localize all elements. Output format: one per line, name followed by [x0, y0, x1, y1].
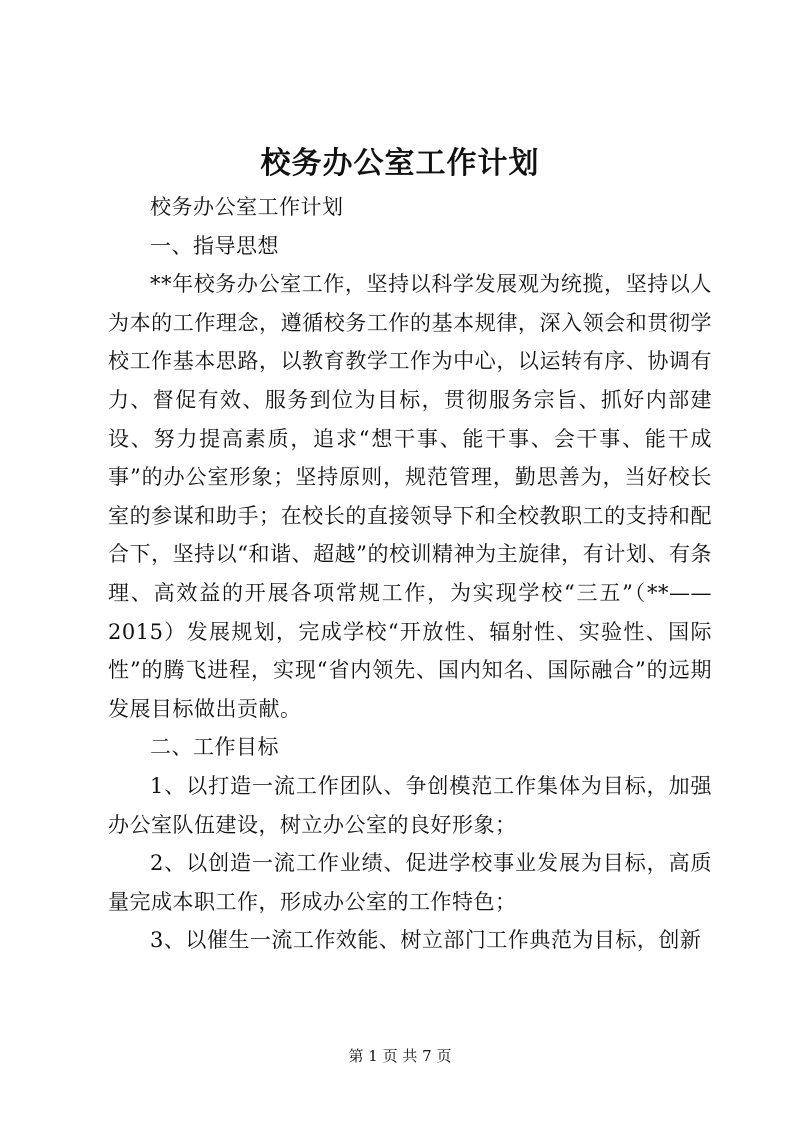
paragraph-goal-1: 1、以打造一流工作团队、争创模范工作集体为目标，加强办公室队伍建设，树立办公室的良好形象； — [108, 773, 712, 837]
paragraph-goal-2: 2、以创造一流工作业绩、促进学校事业发展为目标，高质量完成本职工作，形成办公室的工作特色； — [108, 851, 712, 914]
heading-guiding-ideology: 一、指导思想 — [150, 233, 279, 258]
page-number: 第 1 页 共 7 页 — [348, 1047, 452, 1065]
paragraph-guiding-ideology: **年校务办公室工作，坚持以科学发展观为统揽，坚持以人为本的工作理念，遵循校务工作的基本规律，深入领会和贯彻学校工作基本思路，以教育教学工作为中心，以运转有序、协调有力、督促有效、服务到位为目标，贯彻服务宗旨、抓好内部建设、努力提高素质，追求“想干事、能干事、会干事、能干成事”的办公室形象；坚持原则，规范管理，勤思善为，当好校长室的参谋和助手；在校长的直接领导下和全校教职工的支持和配合下，坚持以“和谐、超越”的校训精神为主旋律，有计划、有条理、高效益的开展各项常规工作，为实现学校“三五”（**——2015）发展规划，完成学校“开放性、辐射性、实验性、国际性”的腾飞进程，实现“省内领先、国内知名、国际融合”的远期发展目标做出贡献。 — [108, 272, 712, 721]
paragraph-subtitle: 校务办公室工作计划 — [150, 195, 344, 219]
document-title: 校务办公室工作计划 — [260, 146, 540, 181]
document-body — [108, 188, 712, 960]
paragraph-goal-3: 3、以催生一流工作效能、树立部门工作典范为目标，创新 — [150, 928, 702, 953]
heading-work-goals: 二、工作目标 — [150, 735, 279, 760]
